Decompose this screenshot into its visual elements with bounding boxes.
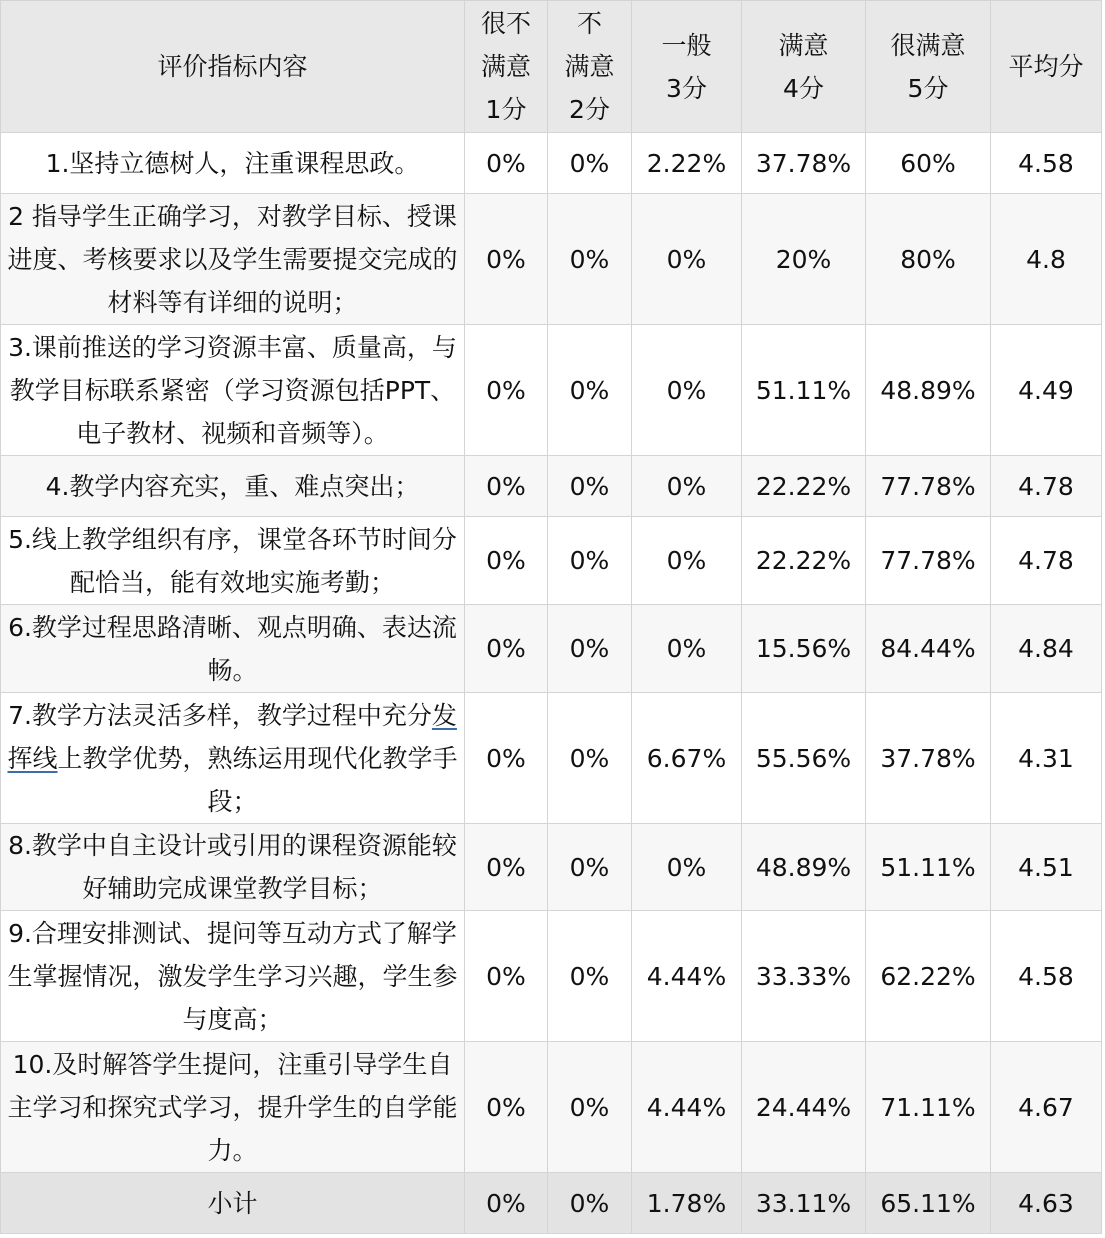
- header-dissatisfied: [548, 1, 632, 133]
- cell-dissatisfied: 0%: [548, 517, 632, 605]
- header-very-dissatisfied-line3: 1分: [485, 95, 527, 124]
- cell-satisfied: 15.56%: [742, 605, 866, 693]
- cell-average: 0%: [632, 824, 742, 911]
- header-dissatisfied-line2: 满意: [564, 52, 615, 81]
- cell-average: 0%: [632, 605, 742, 693]
- cell-very-satisfied: 71.11%: [866, 1042, 991, 1173]
- indicator-cell: 4.教学内容充实，重、难点突出；: [1, 456, 465, 517]
- cell-very-dissatisfied: 0%: [465, 517, 548, 605]
- cell-average: 4.44%: [632, 1042, 742, 1173]
- cell-mean: 4.67: [991, 1042, 1102, 1173]
- total-very-satisfied: 65.11%: [866, 1173, 991, 1234]
- cell-dissatisfied: 0%: [548, 456, 632, 517]
- cell-very-dissatisfied: 0%: [465, 194, 548, 325]
- cell-average: 6.67%: [632, 693, 742, 824]
- cell-mean: 4.78: [991, 456, 1102, 517]
- cell-very-dissatisfied: 0%: [465, 693, 548, 824]
- header-satisfied: [742, 1, 866, 133]
- indicator-cell: 2 指导学生正确学习，对教学目标、授课进度、考核要求以及学生需要提交完成的材料等有详细的说明；: [1, 194, 465, 325]
- indicator-cell: 6.教学过程思路清晰、观点明确、表达流畅。: [1, 605, 465, 693]
- cell-dissatisfied: 0%: [548, 325, 632, 456]
- header-mean-label: 平均分: [1008, 52, 1084, 81]
- header-row: [1, 1, 1102, 133]
- header-very-satisfied: [866, 1, 991, 133]
- cell-very-satisfied: 37.78%: [866, 693, 991, 824]
- cell-very-satisfied: 77.78%: [866, 456, 991, 517]
- cell-average: 0%: [632, 194, 742, 325]
- cell-very-dissatisfied: 0%: [465, 325, 548, 456]
- cell-very-satisfied: 84.44%: [866, 605, 991, 693]
- total-average: 1.78%: [632, 1173, 742, 1234]
- cell-average: 4.44%: [632, 911, 742, 1042]
- cell-mean: 4.51: [991, 824, 1102, 911]
- cell-very-dissatisfied: 0%: [465, 456, 548, 517]
- table-row: [1, 911, 1102, 1042]
- cell-very-satisfied: 51.11%: [866, 824, 991, 911]
- header-very-satisfied-line1: 很满意: [890, 30, 966, 60]
- underlined-text: 发挥线: [7, 700, 457, 773]
- header-mean: [991, 1, 1102, 133]
- cell-average: 0%: [632, 517, 742, 605]
- indicator-cell: 5.线上教学组织有序，课堂各环节时间分配恰当，能有效地实施考勤；: [1, 517, 465, 605]
- header-very-dissatisfied-line1: 很不: [480, 9, 531, 38]
- table-row: [1, 1042, 1102, 1173]
- cell-satisfied: 48.89%: [742, 824, 866, 911]
- cell-mean: 4.78: [991, 517, 1102, 605]
- indicator-cell: [1, 693, 465, 824]
- cell-dissatisfied: 0%: [548, 605, 632, 693]
- cell-dissatisfied: 0%: [548, 693, 632, 824]
- header-average-line2: 3分: [666, 73, 707, 103]
- indicator-cell: 10.及时解答学生提问，注重引导学生自主学习和探究式学习，提升学生的自学能力。: [1, 1042, 465, 1173]
- cell-mean: 4.49: [991, 325, 1102, 456]
- cell-satisfied: 33.33%: [742, 911, 866, 1042]
- cell-very-dissatisfied: 0%: [465, 133, 548, 194]
- cell-satisfied: 37.78%: [742, 133, 866, 194]
- table-row: [1, 456, 1102, 517]
- cell-dissatisfied: 0%: [548, 1042, 632, 1173]
- cell-mean: 4.8: [991, 194, 1102, 325]
- cell-average: 0%: [632, 325, 742, 456]
- cell-mean: 4.58: [991, 911, 1102, 1042]
- indicator-cell: 1.坚持立德树人，注重课程思政。: [1, 133, 465, 194]
- table-row: [1, 325, 1102, 456]
- indicator-cell: 3.课前推送的学习资源丰富、质量高，与教学目标联系紧密（学习资源包括PPT、电子教材、视频和音频等）。: [1, 325, 465, 456]
- cell-very-satisfied: 80%: [866, 194, 991, 325]
- cell-satisfied: 22.22%: [742, 517, 866, 605]
- total-row: [1, 1173, 1102, 1234]
- cell-very-dissatisfied: 0%: [465, 605, 548, 693]
- header-average-line1: 一般: [661, 30, 712, 60]
- indicator-text-part: 上教学优势，熟练运用现代化教学手段；: [57, 743, 458, 816]
- cell-average: 2.22%: [632, 133, 742, 194]
- total-label: 小计: [1, 1173, 465, 1234]
- cell-satisfied: 24.44%: [742, 1042, 866, 1173]
- cell-satisfied: 55.56%: [742, 693, 866, 824]
- header-dissatisfied-line1: 不: [576, 9, 602, 38]
- cell-very-dissatisfied: 0%: [465, 911, 548, 1042]
- header-indicator: [1, 1, 465, 133]
- total-satisfied: 33.11%: [742, 1173, 866, 1234]
- table-row: [1, 693, 1102, 824]
- cell-very-dissatisfied: 0%: [465, 824, 548, 911]
- header-indicator-label: 评价指标内容: [157, 52, 308, 81]
- cell-dissatisfied: 0%: [548, 194, 632, 325]
- table-row: [1, 605, 1102, 693]
- header-very-dissatisfied-line2: 满意: [480, 52, 531, 81]
- cell-very-satisfied: 48.89%: [866, 325, 991, 456]
- table-row: [1, 824, 1102, 911]
- cell-very-satisfied: 62.22%: [866, 911, 991, 1042]
- indicator-text-part: 7.教学方法灵活多样，教学过程中充分: [8, 700, 432, 730]
- cell-satisfied: 51.11%: [742, 325, 866, 456]
- cell-dissatisfied: 0%: [548, 911, 632, 1042]
- header-very-satisfied-line2: 5分: [907, 73, 949, 103]
- cell-very-satisfied: 77.78%: [866, 517, 991, 605]
- cell-very-dissatisfied: 0%: [465, 1042, 548, 1173]
- cell-mean: 4.58: [991, 133, 1102, 194]
- cell-very-satisfied: 60%: [866, 133, 991, 194]
- cell-satisfied: 22.22%: [742, 456, 866, 517]
- total-very-dissatisfied: 0%: [465, 1173, 548, 1234]
- header-very-dissatisfied: [465, 1, 548, 133]
- table-row: [1, 194, 1102, 325]
- cell-satisfied: 20%: [742, 194, 866, 325]
- header-dissatisfied-line3: 2分: [569, 95, 610, 124]
- cell-dissatisfied: 0%: [548, 133, 632, 194]
- cell-dissatisfied: 0%: [548, 824, 632, 911]
- cell-average: 0%: [632, 456, 742, 517]
- cell-mean: 4.31: [991, 693, 1102, 824]
- header-average: [632, 1, 742, 133]
- total-mean: 4.63: [991, 1173, 1102, 1234]
- indicator-cell: 8.教学中自主设计或引用的课程资源能较好辅助完成课堂教学目标；: [1, 824, 465, 911]
- header-satisfied-line1: 满意: [778, 30, 829, 60]
- cell-mean: 4.84: [991, 605, 1102, 693]
- table-row: [1, 517, 1102, 605]
- table-row: [1, 133, 1102, 194]
- header-satisfied-line2: 4分: [783, 73, 824, 103]
- total-dissatisfied: 0%: [548, 1173, 632, 1234]
- indicator-cell: 9.合理安排测试、提问等互动方式了解学生掌握情况，激发学生学习兴趣，学生参与度高；: [1, 911, 465, 1042]
